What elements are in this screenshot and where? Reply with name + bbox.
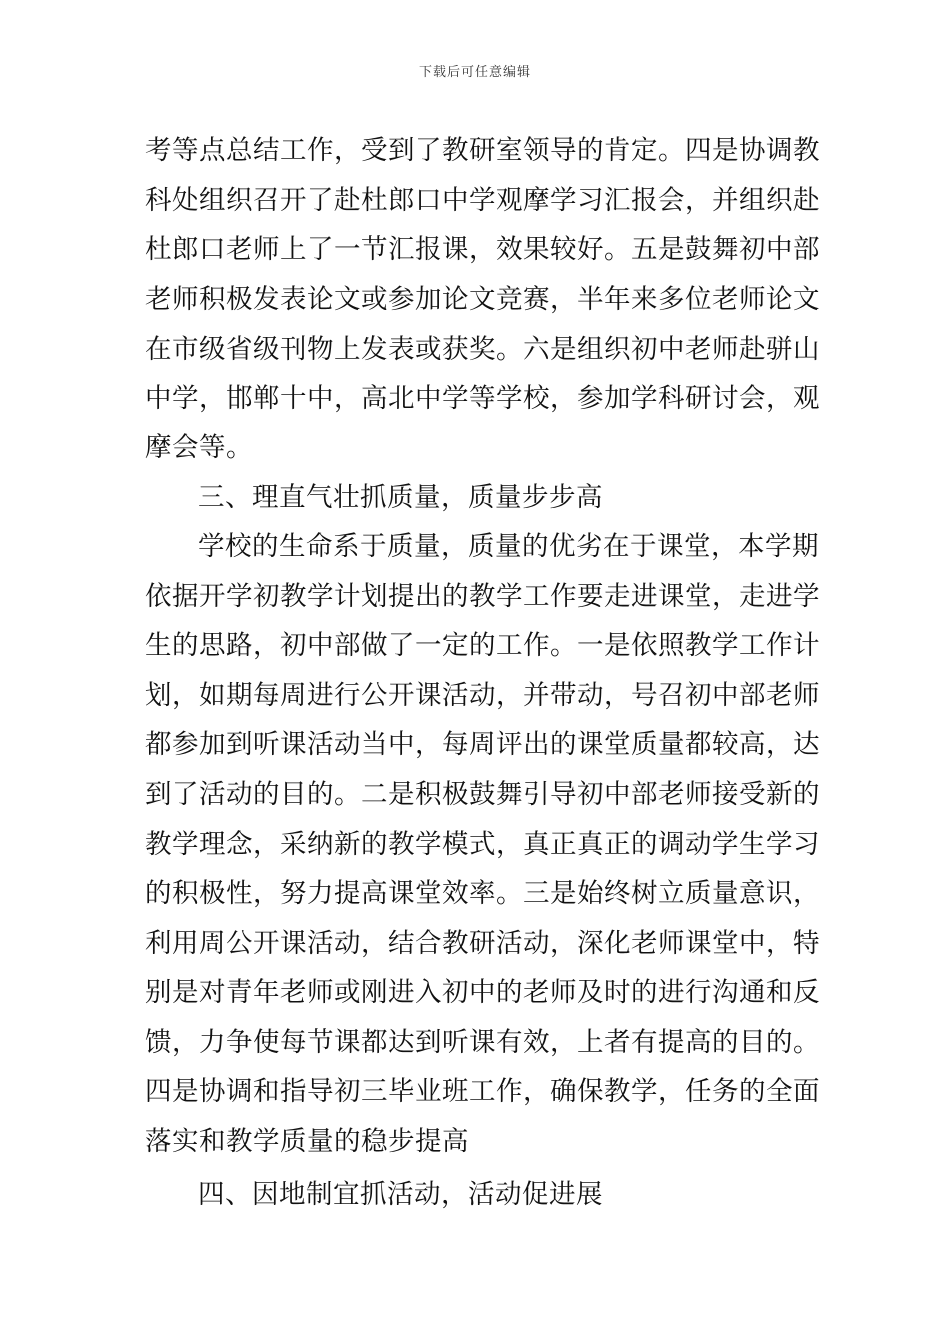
body-line: 中学，邯郸十中，高北中学等学校，参加学科研讨会，观 <box>145 383 820 414</box>
body-line: 杜郎口老师上了一节汇报课，效果较好。五是鼓舞初中部 <box>145 234 820 265</box>
body-line: 别是对青年老师或刚进入初中的老师及时的进行沟通和反 <box>145 977 820 1008</box>
page-header: 下载后可任意编辑 <box>418 65 531 80</box>
body-line: 老师积极发表论文或参加论文竞赛，半年来多位老师论文 <box>145 284 820 315</box>
body-line: 落实和教学质量的稳步提高 <box>145 1126 469 1157</box>
body-line: 到了活动的目的。二是积极鼓舞引导初中部老师接受新的 <box>145 779 820 810</box>
body-line: 划，如期每周进行公开课活动，并带动，号召初中部老师 <box>145 680 820 711</box>
section-heading: 三、理直气壮抓质量，质量步步高 <box>198 482 603 513</box>
section-heading: 四、因地制宜抓活动，活动促进展 <box>198 1179 603 1210</box>
body-line: 的积极性，努力提高课堂效率。三是始终树立质量意识， <box>145 878 820 909</box>
body-line: 四是协调和指导初三毕业班工作，确保教学，任务的全面 <box>145 1076 820 1107</box>
paragraph-first-line: 学校的生命系于质量，质量的优劣在于课堂，本学期 <box>198 531 819 562</box>
body-line: 科处组织召开了赴杜郎口中学观摩学习汇报会，并组织赴 <box>145 185 820 216</box>
body-line: 都参加到听课活动当中，每周评出的课堂质量都较高，达 <box>145 729 820 760</box>
body-line: 摩会等。 <box>145 432 253 463</box>
body-line: 生的思路，初中部做了一定的工作。一是依照教学工作计 <box>145 630 820 661</box>
body-line: 在市级省级刊物上发表或获奖。六是组织初中老师赴骈山 <box>145 334 820 365</box>
body-line: 教学理念，采纳新的教学模式，真正真正的调动学生学习 <box>145 829 820 860</box>
body-line: 依据开学初教学计划提出的教学工作要走进课堂，走进学 <box>145 581 820 612</box>
body-line: 考等点总结工作，受到了教研室领导的肯定。四是协调教 <box>145 135 820 166</box>
body-line: 馈，力争使每节课都达到听课有效，上者有提高的目的。 <box>145 1027 820 1058</box>
body-line: 利用周公开课活动，结合教研活动，深化老师课堂中，特 <box>145 928 820 959</box>
